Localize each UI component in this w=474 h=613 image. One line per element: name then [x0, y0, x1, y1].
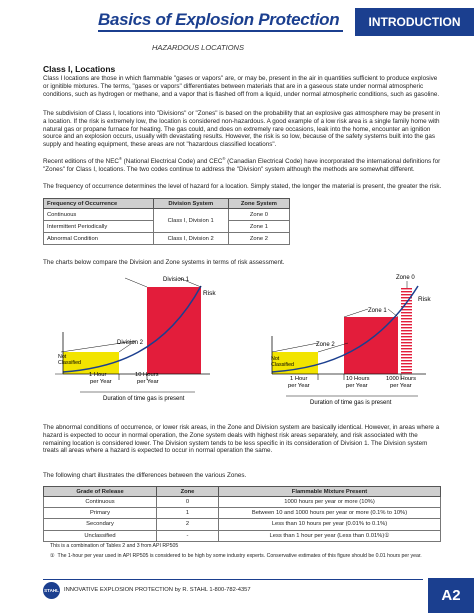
page-title: Basics of Explosion Protection	[98, 10, 340, 29]
table-cell: Zone 2	[228, 233, 289, 245]
not-classified-label: Classified	[271, 362, 294, 368]
not-classified-label: Not	[58, 354, 67, 360]
table-header: Grade of Release	[44, 487, 157, 497]
paragraph-charts-intro: The charts below compare the Division and Zone systems in terms of risk assessment.	[43, 259, 285, 266]
table-header: Frequency of Occurrence	[44, 199, 154, 209]
division-1-label: Division 1	[163, 277, 190, 283]
tick-label: 1 Hour	[290, 376, 308, 382]
table-footnote: ① The 1-hour per year used in API RP505 is considered to be high by some industry experts. Conservative estimates of this figure should be 0.01 hours per year.	[50, 553, 422, 559]
tick-label: per Year	[90, 379, 112, 385]
table-cell: Abnormal Condition	[44, 233, 154, 245]
zone-0-bar	[401, 288, 412, 374]
table-cell: Unclassified	[44, 530, 157, 541]
paragraph-class-i-definition: Class I locations are those in which flammable "gases or vapors" are, or may be, present in the air in quantities sufficient to produce explosive or ignitible mixtures. The terms, "gases or vapors" differentiates between materials that are in a gaseous state under normal atmospheric conditions, such as hydrogen or methane, and a vapor that is flashed off from a liquid, under normal atmospheric conditions, such as gasoline.	[43, 75, 440, 98]
table-cell: 2	[157, 519, 219, 530]
table-row	[44, 508, 441, 519]
table-cell: Less than 1 hour per year (Less than 0.01%)①	[219, 530, 441, 541]
table-cell: 0	[157, 497, 219, 508]
division-1-leader	[125, 278, 147, 287]
division-2-label: Division 2	[117, 340, 144, 346]
table-cell: Between 10 and 1000 hours per year or more (0.1% to 10%)	[219, 508, 441, 519]
table-row	[44, 519, 441, 530]
zone-1-leader	[388, 309, 398, 317]
paragraph-subdivision: The subdivision of Class I, locations into "Divisions" or "Zones" is based on the probability that an explosive gas atmosphere may be present in a location. If the risk is extremely low, the location is considered non-hazardous. A good example of a low risk area is a single family home with natural gas or propane furnace for heating. The gas could, and does on extremely rare occasions, leak into the home, encounter an ignition source and an explosion occurs, usually with devastating results. However, the risk is so low, because of the safety systems built into the gas supply and heating equipment, these areas are not "hazardous classified locations".	[43, 110, 441, 149]
table-header: Division System	[153, 199, 228, 209]
footer-text: INNOVATIVE EXPLOSION PROTECTION by R. STAHL 1-800-782-4357	[64, 587, 251, 593]
table-header: Zone System	[228, 199, 289, 209]
section-tab: INTRODUCTION	[355, 8, 474, 36]
tick-label: per Year	[137, 379, 159, 385]
table-cell: -	[157, 530, 219, 541]
zone-release-table	[43, 486, 441, 542]
zone-0-label: Zone 0	[396, 275, 415, 281]
not-classified-label: Classified	[58, 360, 81, 366]
tick-label: 10 Hours	[135, 372, 159, 378]
paragraph-comparison: The abnormal conditions of occurrence, or lower risk areas, in the Zone and Division system are basically identical. However, in areas where a hazard is expected to occur in normal operation, the Zone system deals with highest risk areas separately, and risk associated with the remaining location is considered lower. The Division system tends to be less specific in its consideration of Division 1. The Division system treats all areas where a hazard is expected to occur in normal operation the same.	[43, 424, 440, 455]
risk-label: Risk	[418, 296, 431, 303]
section-heading: Class I, Locations	[43, 64, 116, 74]
footnote-marker: ①	[50, 553, 55, 559]
table-cell: Continuous	[44, 209, 154, 221]
table-cell: Secondary	[44, 519, 157, 530]
zone-risk-chart	[268, 270, 448, 410]
paragraph-zones-intro: The following chart illustrates the differences between the various Zones.	[43, 472, 247, 479]
tick-label: per Year	[390, 383, 412, 389]
page-subtitle: HAZARDOUS LOCATIONS	[152, 43, 244, 52]
table-header: Flammable Mixture Present	[219, 487, 441, 497]
zone-2-leader	[272, 343, 318, 352]
table-header: Zone	[157, 487, 219, 497]
title-underline	[98, 30, 343, 32]
paragraph-frequency: The frequency of occurrence determines the level of hazard for a location. Simply stated, the longer the material is present, the greater the risk.	[43, 183, 442, 190]
zone-1-leader	[344, 309, 368, 317]
table-cell: Zone 0	[228, 209, 289, 221]
table-row	[44, 497, 441, 508]
tick-label: per Year	[288, 383, 310, 389]
table-cell: Continuous	[44, 497, 157, 508]
tick-label: 10 Hours	[346, 376, 370, 382]
table-cell: Less than 10 hours per year (0.01% to 0.1%)	[219, 519, 441, 530]
paragraph-codes: Recent editions of the NEC® (National Electrical Code) and CEC® (Canadian Electrical Code) have incorporated the international definitions for "Zones" for Class I, locations. The two codes continue to address the "Division" system although the methods are somewhat different.	[43, 155, 441, 173]
division-risk-chart	[55, 272, 230, 407]
table-row	[44, 209, 290, 221]
footer-divider	[43, 579, 423, 580]
table-row	[44, 530, 441, 541]
duration-label: Duration of time gas is present	[310, 400, 392, 406]
table-note-source: This is a combination of Tables 2 and 3 from API RP505	[50, 543, 179, 549]
table-cell: Primary	[44, 508, 157, 519]
tick-label: 1000 Hours	[386, 376, 416, 382]
tick-label: 1 Hour	[89, 372, 107, 378]
zone-2-label: Zone 2	[316, 342, 335, 348]
stahl-logo: STAHL	[43, 582, 60, 599]
zone-1-label: Zone 1	[368, 308, 387, 314]
table-cell: 1	[157, 508, 219, 519]
zone-1-bar	[344, 317, 398, 374]
tick-label: per Year	[346, 383, 368, 389]
table-cell: Intermittent Periodically	[44, 221, 154, 233]
frequency-table	[43, 198, 290, 245]
risk-label: Risk	[203, 290, 216, 297]
table-cell: Class I, Division 2	[153, 233, 228, 245]
page-number: A2	[428, 578, 474, 613]
table-cell: 1000 hours per year or more (10%)	[219, 497, 441, 508]
table-cell: Zone 1	[228, 221, 289, 233]
duration-label: Duration of time gas is present	[103, 396, 185, 402]
not-classified-label: Not	[271, 356, 280, 362]
table-row	[44, 233, 290, 245]
table-cell: Class I, Division 1	[153, 209, 228, 233]
